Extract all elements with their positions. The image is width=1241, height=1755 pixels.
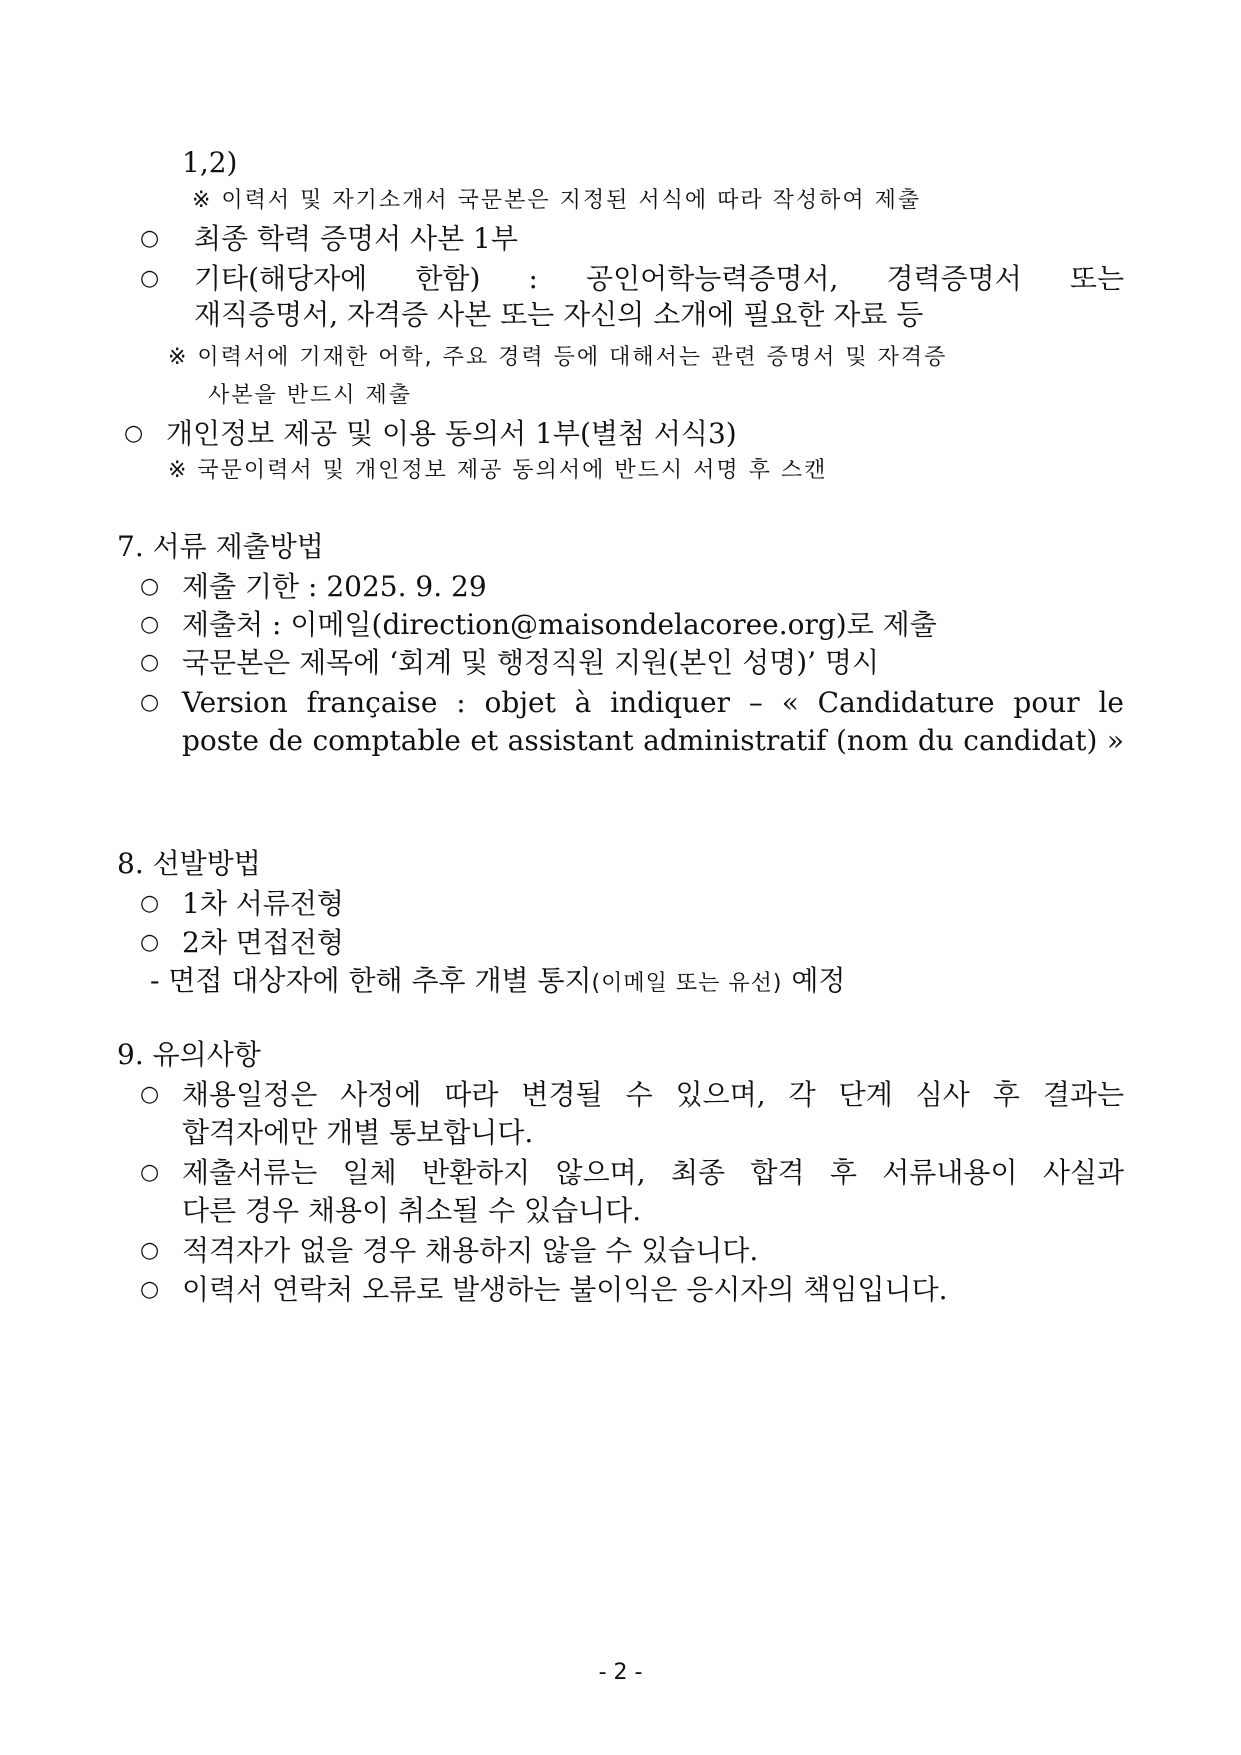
- bullet-icon: ○: [140, 650, 160, 675]
- bullet-icon: ○: [140, 1082, 160, 1107]
- subject-fr-line2: poste de comptable et assistant administratif (nom du candidat) »: [182, 724, 1124, 757]
- interview-note: [150, 963, 845, 1002]
- item-other-line2: 재직증명서, 자격증 사본 또는 자신의 소개에 필요한 자료 등: [194, 298, 924, 331]
- note-signature: ※ 국문이력서 및 개인정보 제공 동의서에 반드시 서명 후 스캔: [168, 458, 828, 483]
- note-certificates-line2: 사본을 반드시 제출: [208, 383, 413, 408]
- subject-kr: 국문본은 제목에 ‘회계 및 행정직원 지원(본인 성명)’ 명시: [182, 646, 880, 679]
- bullet-icon: ○: [140, 1238, 160, 1263]
- bullet-icon: ○: [140, 891, 160, 916]
- section7-heading: 7. 서류 제출방법: [117, 530, 324, 563]
- note4: 이력서 연락처 오류로 발생하는 불이익은 응시자의 책임입니다.: [182, 1273, 948, 1306]
- page-number: - 2 -: [598, 1660, 643, 1685]
- stage1: 1차 서류전형: [182, 887, 344, 920]
- bullet-icon: ○: [140, 1277, 160, 1302]
- bullet-icon: ○: [140, 226, 160, 251]
- note1-line2: 합격자에만 개별 통보합니다.: [182, 1116, 534, 1149]
- item-consent: 개인정보 제공 및 이용 동의서 1부(별첨 서식3): [166, 417, 737, 450]
- stage2: 2차 면접전형: [182, 926, 344, 959]
- note3: 적격자가 없을 경우 채용하지 않을 수 있습니다.: [182, 1234, 759, 1267]
- bullet-icon: ○: [140, 690, 160, 715]
- note-certificates-line1: ※ 이력서에 기재한 어학, 주요 경력 등에 대해서는 관련 증명서 및 자격증: [168, 345, 948, 370]
- section8-heading: 8. 선발방법: [117, 847, 261, 880]
- interview-note-channel: (이메일 또는 유선): [591, 971, 783, 996]
- section9-heading: 9. 유의사항: [117, 1038, 261, 1071]
- bullet-icon: ○: [140, 574, 160, 599]
- note1-line1: 채용일정은 사정에 따라 변경될 수 있으며, 각 단계 심사 후 결과는: [182, 1078, 1124, 1111]
- bullet-icon: ○: [140, 930, 160, 955]
- interview-note-end: 예정: [782, 964, 846, 997]
- note2-line1: 제출서류는 일체 반환하지 않으며, 최종 합격 후 서류내용이 사실과: [182, 1156, 1124, 1189]
- submission-destination: 제출처 : 이메일(direction@maisondelacoree.org)로 제출: [182, 608, 937, 641]
- bullet-icon: ○: [140, 612, 160, 637]
- item-other-line1: 기타(해당자에 한함) : 공인어학능력증명서, 경력증명서 또는: [194, 262, 1124, 295]
- bullet-icon: ○: [140, 266, 160, 291]
- bullet-icon: ○: [140, 1160, 160, 1185]
- interview-note-main: - 면접 대상자에 한해 추후 개별 통지: [150, 964, 592, 997]
- note-format: ※ 이력서 및 자기소개서 국문본은 지정된 서식에 따라 작성하여 제출: [192, 188, 922, 213]
- subject-fr-line1: Version française : objet à indiquer – « Candidature pour le: [182, 686, 1124, 719]
- list-tail: 1,2): [182, 146, 238, 179]
- submission-deadline: 제출 기한 : 2025. 9. 29: [182, 570, 487, 603]
- item-degree: 최종 학력 증명서 사본 1부: [194, 222, 518, 255]
- note2-line2: 다른 경우 채용이 취소될 수 있습니다.: [182, 1194, 642, 1227]
- bullet-icon: ○: [124, 421, 144, 446]
